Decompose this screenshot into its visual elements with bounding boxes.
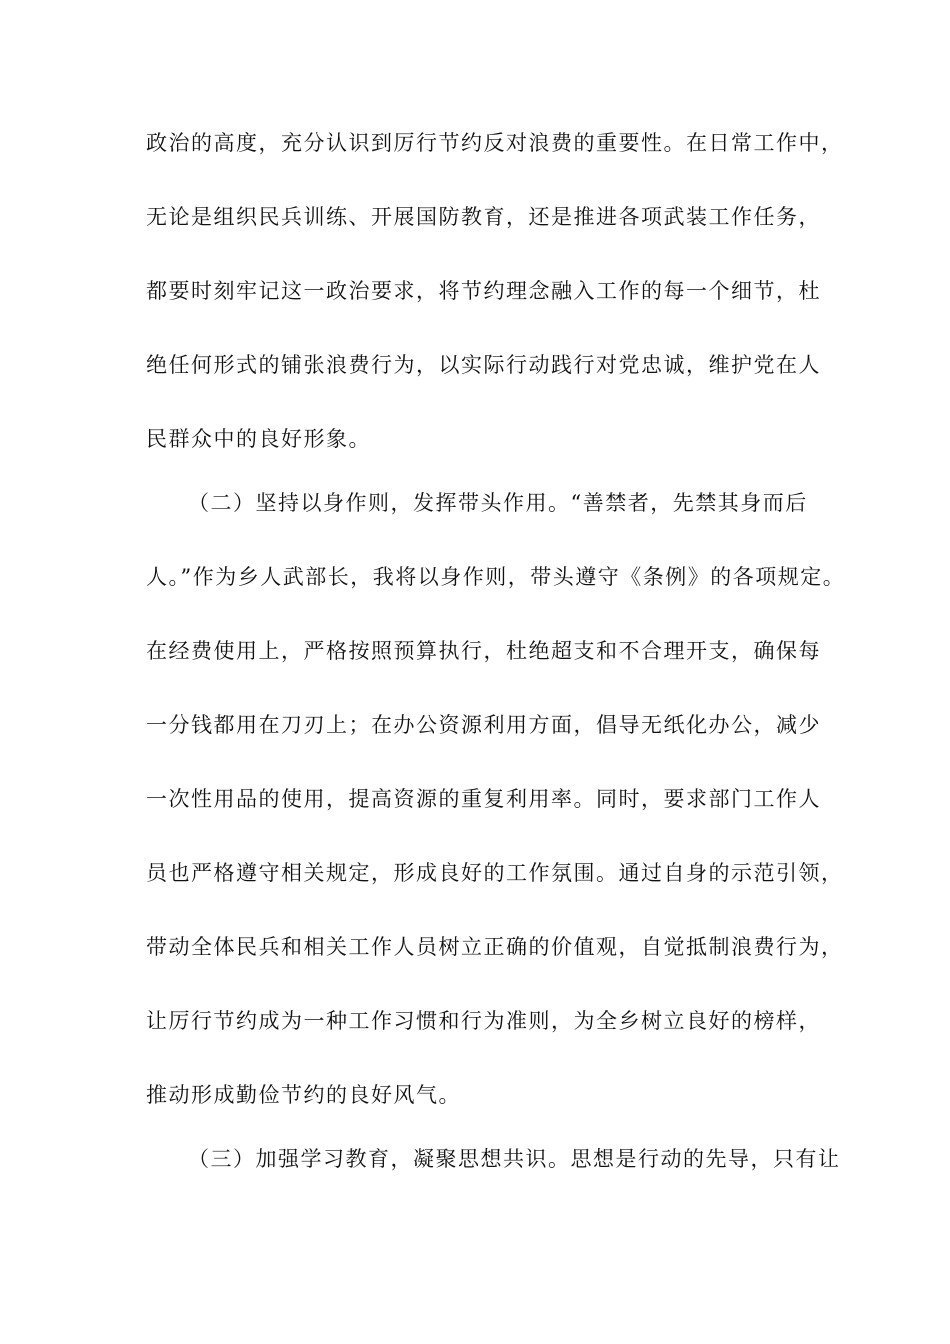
body-text-line: 绝任何形式的铺张浪费行为，以实际行动践行对党忠诚，维护党在人 [146,353,821,377]
body-text-line: 无论是组织民兵训练、开展国防教育，还是推进各项武装工作任务， [146,205,821,229]
body-text-line: 推动形成勤俭节约的良好风气。 [146,1083,461,1107]
body-text-line: 让厉行节约成为一种工作习惯和行为准则，为全乡树立良好的榜样， [146,1009,821,1033]
body-text-line: 一分钱都用在刀刃上；在办公资源利用方面，倡导无纸化办公，减少 [146,713,821,737]
body-text-line: 民群众中的良好形象。 [146,427,371,451]
body-text-line: 在经费使用上，严格按照预算执行，杜绝超支和不合理开支，确保每 [146,639,821,663]
body-text-line: 人。”作为乡人武部长，我将以身作则，带头遵守《条例》的各项规定。 [146,565,846,589]
section-heading-line: （二）坚持以身作则，发挥带头作用。“善禁者，先禁其身而后 [188,491,808,515]
body-text-line: 都要时刻牢记这一政治要求，将节约理念融入工作的每一个细节，杜 [146,279,821,303]
body-text-line: 一次性用品的使用，提高资源的重复利用率。同时，要求部门工作人 [146,787,821,811]
body-text-line: 员也严格遵守相关规定，形成良好的工作氛围。通过自身的示范引领， [146,861,844,885]
body-text-line: 政治的高度，充分认识到厉行节约反对浪费的重要性。在日常工作中， [146,131,844,155]
section-heading-line: （三）加强学习教育，凝聚思想共识。思想是行动的先导，只有让 [188,1147,841,1171]
body-text-line: 带动全体民兵和相关工作人员树立正确的价值观，自觉抵制浪费行为， [146,935,844,959]
